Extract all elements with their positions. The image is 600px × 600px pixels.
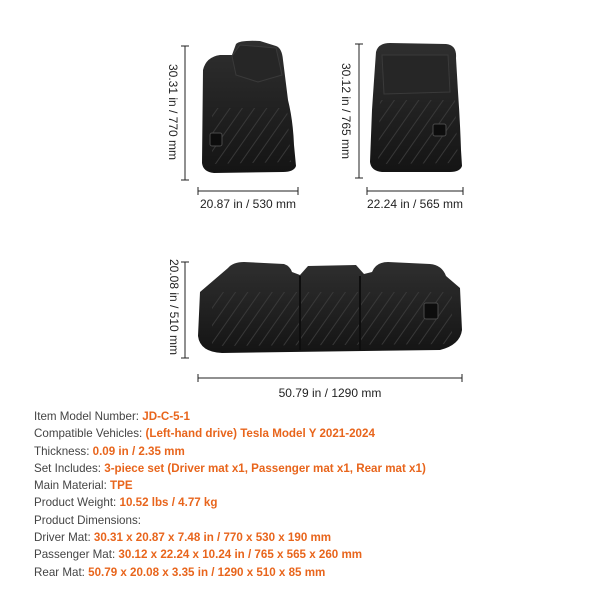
- spec-row-vehicles: Compatible Vehicles: (Left-hand drive) Tesla Model Y 2021-2024: [34, 427, 375, 441]
- passenger-height-label: 30.12 in / 765 mm: [339, 62, 353, 160]
- spec-row-thickness: Thickness: 0.09 in / 2.35 mm: [34, 444, 185, 458]
- spec-row-weight: Product Weight: 10.52 lbs / 4.77 kg: [34, 496, 218, 510]
- spec-row-driver-mat: Driver Mat: 30.31 x 20.87 x 7.48 in / 770 x 530 x 190 mm: [34, 531, 332, 545]
- spec-row-rear-mat: Rear Mat: 50.79 x 20.08 x 3.35 in / 1290 x 510 x 85 mm: [34, 565, 326, 579]
- passenger-mat: [370, 43, 462, 172]
- spec-row-model: Item Model Number: JD-C-5-1: [34, 410, 190, 423]
- rear-width-label: 50.79 in / 1290 mm: [278, 386, 382, 400]
- spec-row-set-includes: Set Includes: 3-piece set (Driver mat x1, Passenger mat x1, Rear mat x1): [34, 461, 426, 475]
- rear-height-label: 20.08 in / 510 mm: [167, 258, 181, 356]
- spec-list: [34, 408, 594, 581]
- driver-height-label: 30.31 in / 770 mm: [166, 63, 180, 161]
- rear-mat: [198, 262, 462, 353]
- spec-row-material: Main Material: TPE: [34, 479, 133, 493]
- spec-row-passenger-mat: Passenger Mat: 30.12 x 22.24 x 10.24 in / 765 x 565 x 260 mm: [34, 548, 363, 562]
- driver-width-label: 20.87 in / 530 mm: [199, 197, 297, 211]
- spec-row-dimensions-heading: Product Dimensions:: [34, 513, 141, 527]
- passenger-width-label: 22.24 in / 565 mm: [366, 197, 464, 211]
- driver-mat: [202, 41, 296, 173]
